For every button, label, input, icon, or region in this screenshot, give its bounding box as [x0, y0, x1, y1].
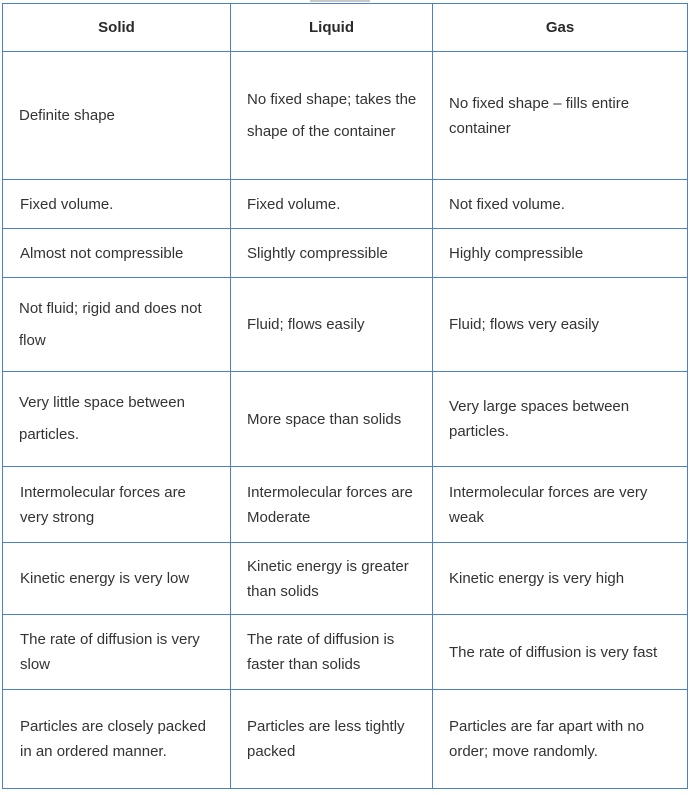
table-row [3, 52, 688, 180]
cell-solid-forces: Intermolecular forces are very strong [3, 467, 231, 543]
header-gas: Gas [433, 4, 688, 52]
table-row [3, 229, 688, 278]
header-solid: Solid [3, 4, 231, 52]
cell-gas-compress: Highly compressible [433, 229, 688, 278]
cell-solid-diffusion: The rate of diffusion is very slow [3, 615, 231, 690]
cell-gas-fluid: Fluid; flows very easily [433, 278, 688, 372]
cell-solid-volume: Fixed volume. [3, 180, 231, 229]
cell-gas-space: Very large spaces between particles. [433, 372, 688, 467]
header-row [3, 4, 688, 52]
cell-gas-shape: No fixed shape – fills entire container [433, 52, 688, 180]
cell-liquid-kinetic: Kinetic energy is greater than solids [231, 543, 433, 615]
cell-liquid-compress: Slightly compressible [231, 229, 433, 278]
cell-gas-volume: Not fixed volume. [433, 180, 688, 229]
cell-gas-kinetic: Kinetic energy is very high [433, 543, 688, 615]
table-row [3, 690, 688, 789]
cell-solid-fluid: Not fluid; rigid and does not flow [3, 278, 231, 372]
cell-liquid-volume: Fixed volume. [231, 180, 433, 229]
table-row [3, 467, 688, 543]
cell-liquid-forces: Intermolecular forces are Moderate [231, 467, 433, 543]
cell-liquid-fluid: Fluid; flows easily [231, 278, 433, 372]
cell-gas-packing: Particles are far apart with no order; move randomly. [433, 690, 688, 789]
cell-solid-compress: Almost not compressible [3, 229, 231, 278]
table-row [3, 615, 688, 690]
table-row [3, 180, 688, 229]
cell-solid-packing: Particles are closely packed in an ordered manner. [3, 690, 231, 789]
cell-liquid-shape: No fixed shape; takes the shape of the container [231, 52, 433, 180]
cell-gas-forces: Intermolecular forces are very weak [433, 467, 688, 543]
cell-liquid-packing: Particles are less tightly packed [231, 690, 433, 789]
states-of-matter-table [2, 3, 688, 789]
cell-gas-diffusion: The rate of diffusion is very fast [433, 615, 688, 690]
cell-liquid-space: More space than solids [231, 372, 433, 467]
header-liquid: Liquid [231, 4, 433, 52]
table-row [3, 543, 688, 615]
cell-liquid-diffusion: The rate of diffusion is faster than solids [231, 615, 433, 690]
table-row [3, 372, 688, 467]
cell-solid-shape: Definite shape [3, 52, 231, 180]
cell-solid-space: Very little space between particles. [3, 372, 231, 467]
table-row [3, 278, 688, 372]
cell-solid-kinetic: Kinetic energy is very low [3, 543, 231, 615]
